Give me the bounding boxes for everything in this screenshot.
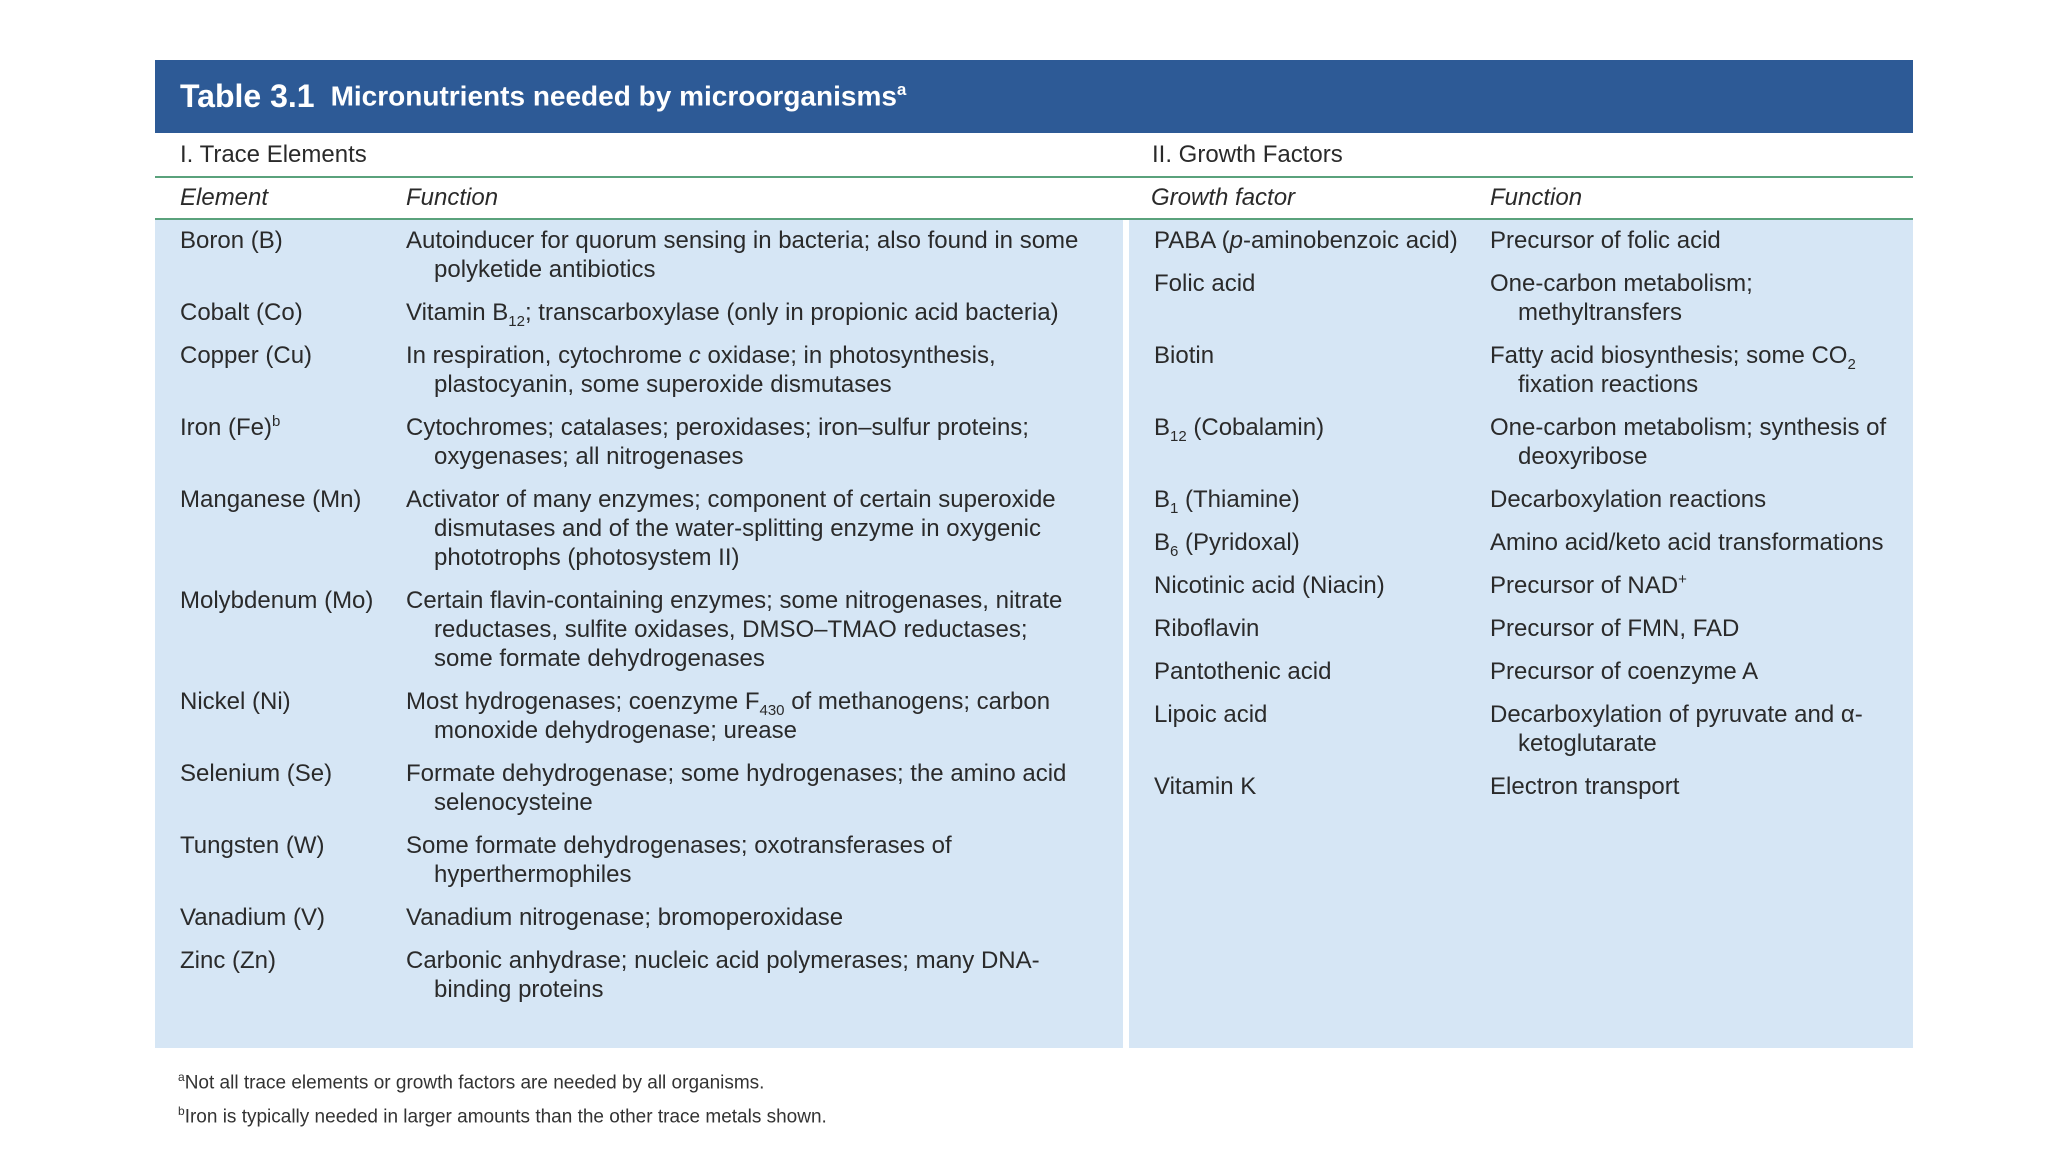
element-function: Vitamin $B_{12}$; transcarboxylase (only in propionic acid bacteria) — [406, 299, 1059, 330]
trace-elements-panel — [155, 220, 1123, 1048]
footnote — [178, 1063, 827, 1097]
element-function: Autoinducer for quorum sensing in bacteria; also found in some polyketide antibiotics — [406, 227, 1079, 283]
growth-factor-function-superscript: + — [1678, 571, 1687, 588]
growth-factor-name: PABA (p-aminobenzoic acid) — [1154, 227, 1458, 254]
element-function-subscript: 430 — [759, 701, 785, 719]
element-name: Copper (Cu) — [180, 342, 313, 369]
growth-factor-function-subscript: 2 — [1847, 355, 1856, 373]
growth-factor-function: Precursor of NAD+ — [1490, 571, 1687, 599]
growth-factor-function: One-carbon metabolism; synthesis of deoxyribose — [1490, 414, 1887, 470]
trace-element-row — [155, 341, 1123, 399]
growth-factor-row — [1129, 528, 1913, 560]
trace-element-row — [155, 586, 1123, 673]
table-body — [155, 220, 1913, 1048]
growth-factor-name: Pantothenic acid — [1154, 658, 1332, 685]
element-function: Most hydrogenases; coenzyme $F_{430}$ of methanogens; carbon monoxide dehydrogenase; urease — [406, 688, 1051, 744]
element-function-subscript: 12 — [508, 312, 525, 330]
footnote-marker: b — [178, 1104, 185, 1119]
growth-factor-function: Precursor of coenzyme A — [1490, 658, 1759, 685]
element-name: Nickel (Ni) — [180, 688, 291, 715]
growth-factor-name-subscript: 1 — [1170, 499, 1179, 517]
growth-factor-function: Decarboxylation of pyruvate and α-ketoglutarate — [1490, 701, 1863, 757]
trace-element-row — [155, 298, 1123, 330]
growth-factor-name: $B_6$ (Pyridoxal) — [1154, 529, 1300, 560]
element-name: Iron $(Fe)^b$ — [180, 413, 281, 441]
growth-factor-function: Amino acid/keto acid transformations — [1490, 529, 1884, 556]
element-function: In respiration, cytochrome c oxidase; in photosynthesis, plastocyanin, some superoxide dismutases — [406, 342, 996, 398]
growth-factor-function: One-carbon metabolism; methyltransfers — [1490, 270, 1753, 326]
growth-factor-name: $B_1$ (Thiamine) — [1154, 486, 1300, 517]
element-name: Manganese (Mn) — [180, 486, 362, 513]
growth-factor-name-subscript: 6 — [1170, 542, 1179, 560]
footnotes — [178, 1063, 827, 1132]
element-name-superscript: b — [272, 413, 281, 430]
growth-factor-name-italic: p — [1229, 227, 1243, 254]
footnote — [178, 1097, 827, 1131]
section-headers — [155, 133, 1913, 178]
growth-factor-function: Fatty acid biosynthesis; some $CO_2$ fixation reactions — [1490, 342, 1856, 398]
element-name: Selenium (Se) — [180, 760, 333, 787]
growth-factor-name: $B_{12}$ (Cobalamin) — [1154, 414, 1325, 445]
element-function: Activator of many enzymes; component of certain superoxide dismutases and of the water-splitting enzyme in oxygenic phototrophs (photosystem II) — [406, 486, 1056, 571]
growth-factor-name: Folic acid — [1154, 270, 1256, 297]
table-title — [331, 80, 907, 112]
element-function: Vanadium nitrogenase; bromoperoxidase — [406, 904, 844, 931]
growth-factor-name: Lipoic acid — [1154, 701, 1268, 728]
growth-factor-row — [1129, 485, 1913, 517]
growth-factor-name-subscript: 12 — [1170, 427, 1187, 445]
element-function: Cytochromes; catalases; peroxidases; iron–sulfur proteins; oxygenases; all nitrogenases — [406, 414, 1029, 470]
growth-factor-row — [1129, 413, 1913, 471]
element-function: Certain flavin-containing enzymes; some nitrogenases, nitrate reductases, sulfite oxidases, DMSO–TMAO reductases; some formate dehydrogenases — [406, 587, 1063, 672]
trace-element-row — [155, 413, 1123, 471]
trace-element-row — [155, 687, 1123, 745]
section-growth-factors: II. Growth Factors — [1152, 140, 1343, 168]
element-name: Cobalt (Co) — [180, 299, 303, 326]
growth-factor-row — [1129, 772, 1913, 801]
growth-factor-name: Biotin — [1154, 342, 1215, 369]
table-number: Table 3.1 — [180, 78, 315, 114]
growth-factor-name: Vitamin K — [1154, 773, 1257, 800]
growth-factor-row — [1129, 657, 1913, 686]
growth-factor-row — [1129, 571, 1913, 600]
trace-element-row — [155, 903, 1123, 932]
element-function-italic: c — [688, 342, 701, 369]
element-name: Boron (B) — [180, 227, 283, 254]
section-trace-elements: I. Trace Elements — [180, 140, 367, 168]
growth-factor-row — [1129, 226, 1913, 255]
element-function: Some formate dehydrogenases; oxotransferases of hyperthermophiles — [406, 832, 952, 888]
trace-element-row — [155, 831, 1123, 889]
growth-factor-function: Precursor of folic acid — [1490, 227, 1721, 254]
footnote-text: Not all trace elements or growth factors are needed by all organisms. — [184, 1072, 765, 1094]
table-title-text: Micronutrients needed by microorganisms — [330, 80, 897, 112]
column-headers — [155, 178, 1913, 220]
column-header-element: Element — [180, 184, 269, 211]
trace-element-row — [155, 759, 1123, 817]
trace-element-row — [155, 946, 1123, 1004]
growth-factor-row — [1129, 341, 1913, 399]
table-card — [155, 60, 1913, 1048]
element-name: Vanadium (V) — [180, 904, 325, 931]
table-title-bar — [155, 60, 1913, 133]
footnote-marker: a — [178, 1070, 185, 1084]
growth-factors-panel — [1129, 220, 1913, 1048]
element-function: Carbonic anhydrase; nucleic acid polymerases; many DNA-binding proteins — [406, 947, 1040, 1003]
growth-factor-row — [1129, 614, 1913, 643]
growth-factor-row — [1129, 269, 1913, 327]
growth-factor-function: Precursor of FMN, FAD — [1490, 615, 1740, 642]
column-header-function: Function — [406, 184, 499, 211]
element-name: Zinc (Zn) — [180, 947, 276, 974]
element-name: Tungsten (W) — [180, 832, 325, 859]
footnote-text: Iron is typically needed in larger amounts than the other trace metals shown. — [184, 1106, 827, 1128]
growth-factor-function: Decarboxylation reactions — [1490, 486, 1767, 513]
growth-factor-name: Nicotinic acid (Niacin) — [1154, 572, 1385, 599]
trace-element-row — [155, 226, 1123, 284]
column-header-growth-factor: Growth factor — [1151, 184, 1296, 211]
growth-factor-function: Electron transport — [1490, 773, 1680, 800]
column-header-function-2: Function — [1490, 184, 1583, 211]
element-name: Molybdenum (Mo) — [180, 587, 374, 614]
table-title-footnote-marker: a — [896, 80, 907, 100]
growth-factor-name: Riboflavin — [1154, 615, 1260, 642]
element-function: Formate dehydrogenase; some hydrogenases; the amino acid selenocysteine — [406, 760, 1067, 816]
growth-factor-row — [1129, 700, 1913, 758]
trace-element-row — [155, 485, 1123, 572]
